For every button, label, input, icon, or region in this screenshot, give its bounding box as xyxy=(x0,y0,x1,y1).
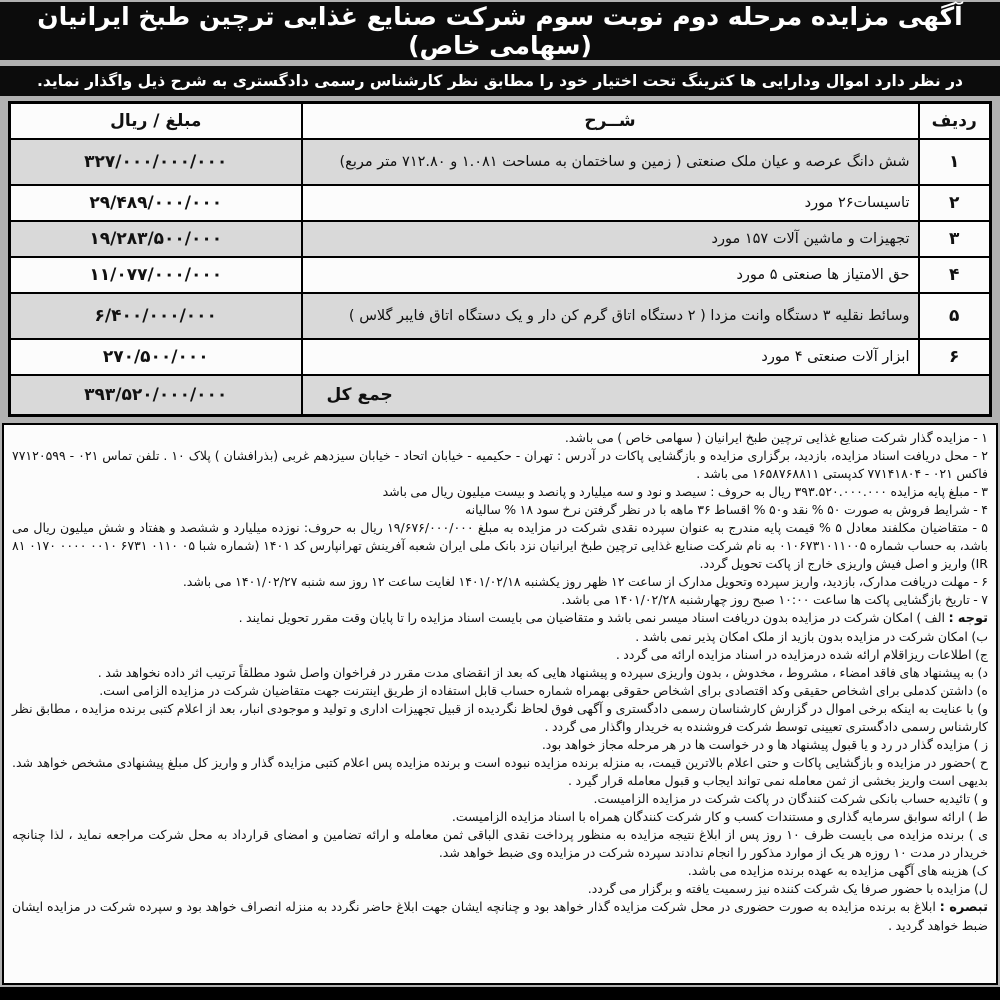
row-number-cell: ۶ xyxy=(919,339,991,375)
terms-paragraph xyxy=(12,826,988,862)
item-amount-cell: ۲۷۰/۵۰۰/۰۰۰ xyxy=(10,339,302,375)
table-row xyxy=(10,257,991,293)
item-description-cell: حق الامتیاز ها صنعتی ۵ مورد xyxy=(302,257,919,293)
paragraph-text: ۲ - محل دریافت اسناد مزایده، بازدید، برگزاری مزایده و بازگشایی پاکات در آدرس : تهران - حکیمیه - خیابان اتحاد - خیابان سیزدهم غربی (بذرافشان ) پلاک ۱۰ . تلفن تماس ۰۲۱ - ۷۷۱۲۰۵۹۹ فاکس ۰۲۱ - ۷۷۱۴۱۸۰۴ کدپستی ۱۶۵۸۷۶۸۸۱۱ می باشد . xyxy=(12,448,988,481)
paragraph-text: ۶ - مهلت دریافت مدارک، بازدید، واریز سپرده وتحویل مدارک از ساعت ۱۲ ظهر روز یکشنبه ۱۴۰۱/۰۲/۱۸ لغایت ساعت ۱۲ روز سه شنبه ۱۴۰۱/۰۲/۲۷ می باشد. xyxy=(182,574,988,589)
terms-paragraph xyxy=(12,591,988,609)
terms-paragraph xyxy=(12,609,988,628)
paragraph-text: ه) داشتن کدملی برای اشخاص حقیقی وکد اقتصادی برای اشخاص حقوقی بهمراه شماره حساب قابل استفاده از طریق اینترنت جهت متقاضیان شرکت در مزایده الزامی است. xyxy=(99,683,988,698)
notice-title-bar xyxy=(0,2,1000,60)
item-description-cell: ابزار آلات صنعتی ۴ مورد xyxy=(302,339,919,375)
paragraph-text: و ) تائیدیه حساب بانکی شرکت کنندگان در پاکت شرکت در مزایده الزامیست. xyxy=(593,791,988,806)
paragraph-text: ز ) مزایده گذار در رد و یا قبول پیشنهاد ها و در خواست ها در هر مرحله مجاز خواهد بود. xyxy=(541,737,988,752)
item-description-cell: وسائط نقلیه ۳ دستگاه وانت مزدا ( ۲ دستگاه اتاق گرم کن دار و یک دستگاه اتاق فایبر گلاس ) xyxy=(302,293,919,339)
terms-paragraph xyxy=(12,483,988,501)
total-amount-cell: ۳۹۳/۵۲۰/۰۰۰/۰۰۰ xyxy=(10,375,302,416)
total-label: جمع کل xyxy=(326,385,393,405)
terms-paragraph xyxy=(12,862,988,880)
terms-paragraph xyxy=(12,628,988,646)
item-description-cell: تاسیسات۲۶ مورد xyxy=(302,185,919,221)
paragraph-text: ی ) برنده مزایده می بایست ظرف ۱۰ روز پس از ابلاغ نتیجه مزایده به منظور پرداخت نقدی الباقی ثمن معامله و ارائه تضامین و امضای قرارداد به محل شرکت مراجعه نماید ، لذا چنانچه خریدار در مدت ۱۰ روزه هر یک از موارد مذکور را انجام ندادند سپرده شرکت در مزایده وی ضبط خواهد شد. xyxy=(12,827,988,860)
auction-items-table-wrap xyxy=(8,101,992,417)
item-amount-cell: ۱۹/۲۸۳/۵۰۰/۰۰۰ xyxy=(10,221,302,257)
table-header-row xyxy=(10,103,991,140)
row-number-cell: ۴ xyxy=(919,257,991,293)
notice-title: آگهی مزایده مرحله دوم نوبت سوم شرکت صنایع غذایی ترچین طبخ ایرانیان (سهامی خاص) xyxy=(37,2,963,60)
notice-subtitle-bar xyxy=(0,66,1000,96)
table-row xyxy=(10,185,991,221)
table-body xyxy=(10,139,991,375)
row-number-cell: ۳ xyxy=(919,221,991,257)
row-number-cell: ۵ xyxy=(919,293,991,339)
bottom-border-bar xyxy=(0,987,1000,1000)
table-row xyxy=(10,293,991,339)
terms-paragraph xyxy=(12,646,988,664)
item-amount-cell: ۶/۴۰۰/۰۰۰/۰۰۰ xyxy=(10,293,302,339)
total-row xyxy=(10,375,991,416)
paragraph-text: ل) مزایده با حضور صرفا یک شرکت کننده نیز رسمیت یافته و برگزار می گردد. xyxy=(587,881,988,896)
paragraph-text: ۳ - مبلغ پایه مزایده ۳۹۳.۵۲۰.۰۰۰.۰۰۰ ریال به حروف : سیصد و نود و سه میلیارد و پانصد و بیست میلیون ریال می باشد xyxy=(382,484,988,499)
item-amount-cell: ۳۲۷/۰۰۰/۰۰۰/۰۰۰ xyxy=(10,139,302,185)
terms-paragraph xyxy=(12,519,988,573)
paragraph-text: ح )حضور در مزایده و بازگشایی پاکات و حتی اعلام بالاترین قیمت، به منزله برنده مزایده نبوده است و برنده مزایده پس اعلام کتبی مزایده گذار و واریز کل مبلغ پیشنهادی مشخص خواهد شد. بدیهی است واریز بخشی از ثمن معامله نمی تواند ایجاب و قبول معامله قرار گیرد . xyxy=(12,755,988,788)
paragraph-text: ط ) ارائه سوابق سرمایه گذاری و مستندات کسب و کار شرکت کنندگان همراه با اسناد مزایده الزامیست. xyxy=(451,809,988,824)
notice-subtitle: در نظر دارد اموال ودارایی ها کترینگ تحت اختیار خود را مطابق نظر کارشناس رسمی دادگستری به شرح ذیل واگذار نماید. xyxy=(36,72,964,90)
paragraph-text: ۵ - متقاضیان مکلفند معادل ۵ % قیمت پایه مندرج به عنوان سپرده نقدی شرکت در مزایده به مبلغ ۱۹/۶۷۶/۰۰۰/۰۰۰ ریال به حروف: نوزده میلیارد و ششصد و هفتاد و شش میلیون ریال می باشد، به حساب شماره ۰۱۰۶۷۳۱۰۱۱۰۰۵ به نام شرکت صنایع غذایی ترچین طبخ ایرانیان نزد بانک ملی ایران شعبه آفرینش تهرانپارس کد ۱۴۰۱ (شماره شبا ۰۵ ۰۱۱۰ ۶۷۳۱ ۰۰۱۰ ۰۰۰۰ ۰۱۷۰ ۸۱ IR) واریز و اصل فیش واریزی خارج از پاکت تحویل گردد. xyxy=(12,520,988,571)
terms-paragraph xyxy=(12,573,988,591)
terms-paragraph xyxy=(12,700,988,736)
table-row xyxy=(10,139,991,185)
item-amount-cell: ۱۱/۰۷۷/۰۰۰/۰۰۰ xyxy=(10,257,302,293)
paragraph-text: ب) امکان شرکت در مزایده بدون بازید از ملک امکان پذیر نمی باشد . xyxy=(635,629,988,644)
paragraph-text: ابلاغ به برنده مزایده به صورت حضوری در محل شرکت مزایده گذار خواهد بود و چنانچه ایشان جهت ابلاغ حاضر نگردد به منزله انصراف خواهد بود و سپرده شرکت در مزایده ایشان ضبط خواهد گردید . xyxy=(12,899,988,933)
terms-paragraph xyxy=(12,754,988,790)
item-description-cell: شش دانگ عرصه و عیان ملک صنعتی ( زمین و ساختمان به مساحت ۱.۰۸۱ و ۷۱۲.۸۰ متر مربع) xyxy=(302,139,919,185)
terms-paragraph xyxy=(12,898,988,935)
paragraph-text: الف ) امکان شرکت در مزایده بدون دریافت اسناد میسر نمی باشد و متقاضیان می بایست اسناد مزایده را تا پایان وقت مقرر تحویل نمایند . xyxy=(238,610,949,625)
terms-paragraph xyxy=(12,808,988,826)
row-number-cell: ۱ xyxy=(919,139,991,185)
paragraph-text: ۱ - مزایده گذار شرکت صنایع غذایی ترچین طبخ ایرانیان ( سهامی خاص ) می باشد. xyxy=(564,430,988,445)
terms-paragraph xyxy=(12,501,988,519)
terms-paragraph xyxy=(12,429,988,447)
terms-paragraph xyxy=(12,880,988,898)
terms-section xyxy=(2,423,998,985)
terms-paragraph xyxy=(12,447,988,483)
row-number-cell: ۲ xyxy=(919,185,991,221)
auction-items-table xyxy=(8,101,992,417)
item-amount-cell: ۲۹/۴۸۹/۰۰۰/۰۰۰ xyxy=(10,185,302,221)
paragraph-text: و) با عنایت به اینکه برخی اموال در گزارش کارشناسان رسمی دادگستری و آگهی فوق لحاظ نگردیده از قبیل تجهیزات اداری و تولید و موجودی انبار، بعد از اعلام کتبی برنده مزایده ، مطابق نظر کارشناس رسمی دادگستری تعیینی توسط شرکت فروشنده به خریدار واگذار می گردد . xyxy=(12,701,988,734)
paragraph-text: ج) اطلاعات ریزاقلام ارائه شده درمزایده در اسناد مزایده ارائه می گردد . xyxy=(615,647,988,662)
paragraph-lead-label: توجه : xyxy=(948,611,988,626)
table-row xyxy=(10,339,991,375)
terms-paragraph xyxy=(12,664,988,682)
paragraph-lead-label: تبصره : xyxy=(939,900,988,915)
paragraph-text: ک) هزینه های آگهی مزایده به عهده برنده مزایده می باشد. xyxy=(687,863,988,878)
paragraph-text: ۴ - شرایط فروش به صورت ۵۰ % نقد و۵۰ % اقساط ۳۶ ماهه با در نظر گرفتن نرخ سود ۱۸ % سالیانه xyxy=(464,502,988,517)
item-description-cell: تجهیزات و ماشین آلات ۱۵۷ مورد xyxy=(302,221,919,257)
column-header-sharh: شــرح xyxy=(302,103,919,140)
total-label-cell xyxy=(302,375,991,416)
column-header-radif: ردیف xyxy=(919,103,991,140)
terms-paragraph xyxy=(12,790,988,808)
column-header-mablagh: مبلغ / ریال xyxy=(10,103,302,140)
paragraph-text: د) به پیشنهاد های فاقد امضاء ، مشروط ، مخدوش ، بدون واریزی سپرده و پیشنهاد هایی که بعد از انقضای مدت مقرر در فراخوان واصل شود مطلقاً ترتیب اثر داده نخواهد شد . xyxy=(97,665,988,680)
table-row xyxy=(10,221,991,257)
terms-paragraph xyxy=(12,736,988,754)
terms-paragraph xyxy=(12,682,988,700)
paragraph-text: ۷ - تاریخ بازگشایی پاکت ها ساعت ۱۰:۰۰ صبح روز چهارشنبه ۱۴۰۱/۰۲/۲۸ می باشد. xyxy=(561,592,988,607)
